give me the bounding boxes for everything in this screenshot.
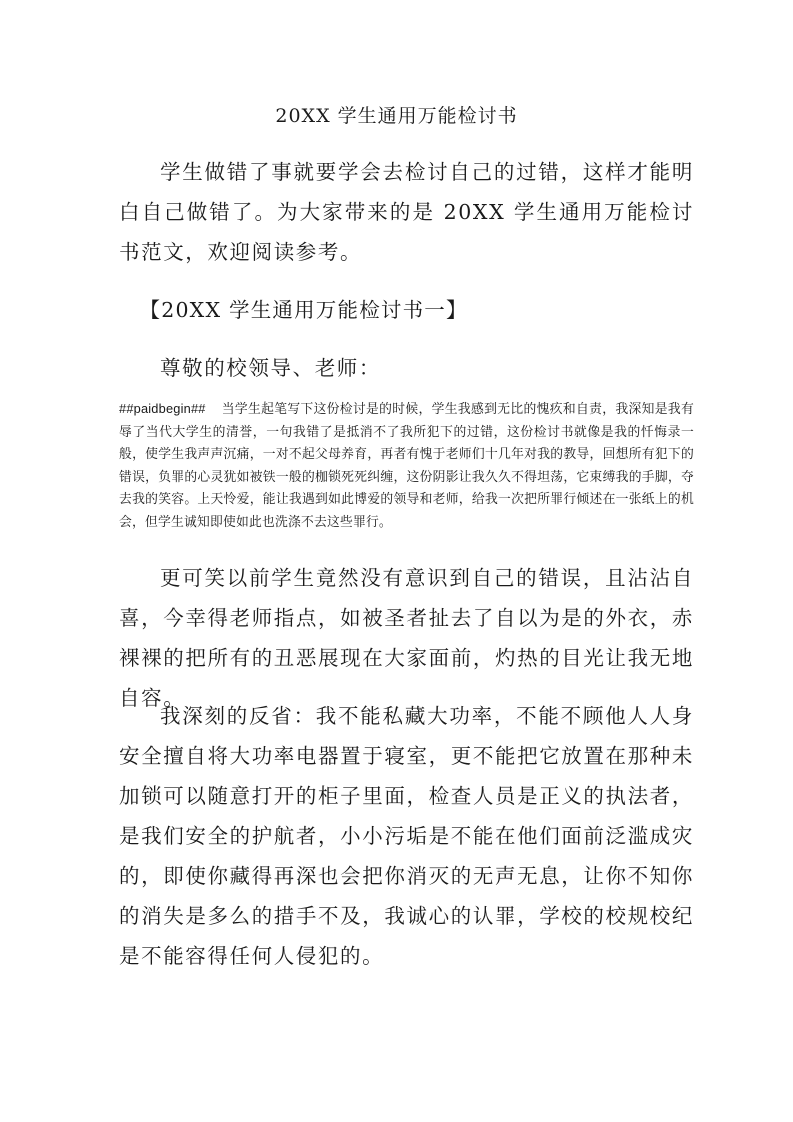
document-title: 20XX 学生通用万能检讨书 xyxy=(275,105,518,127)
paid-marker: ##paidbegin## xyxy=(119,401,206,416)
section-heading: 【20XX 学生通用万能检讨书一】 xyxy=(139,298,468,322)
regret-paragraph: 更可笑以前学生竟然没有意识到自己的错误，且沾沾自喜，今幸得老师指点，如被圣者扯去了自以为是的外衣，赤裸裸的把所有的丑恶展现在大家面前，灼热的目光让我无地自容。 xyxy=(119,566,694,710)
salutation: 尊敬的校领导、老师： xyxy=(160,356,381,380)
letter-opening-paragraph xyxy=(119,398,694,535)
reflection-paragraph: 我深刻的反省：我不能私藏大功率，不能不顾他人人身安全擅自将大功率电器置于寝室，更不能把它放置在那种未加锁可以随意打开的柜子里面，检查人员是正义的执法者，是我们安全的护航者，小小污垢是不能在他们面前泛滥成灾的，即使你藏得再深也会把你消灭的无声无息，让你不知你的消失是多么的措手不及，我诚心的认罪，学校的校规校纪是不能容得任何人侵犯的。 xyxy=(119,704,694,968)
intro-paragraph: 学生做错了事就要学会去检讨自己的过错，这样才能明白自己做错了。为大家带来的是 20XX 学生通用万能检讨书范文，欢迎阅读参考。 xyxy=(119,160,694,264)
letter-opening-text: 当学生起笔写下这份检讨是的时候，学生我感到无比的愧疚和自责，我深知是我有辱了当代大学生的清誉，一句我错了是抵消不了我所犯下的过错，这份检讨书就像是我的忏悔录一般，使学生我声声沉痛，一对不起父母养育，再者有愧于老师们十几年对我的教导，回想所有犯下的错误，负罪的心灵犹如被铁一般的枷锁死死纠缠，这份阴影让我久久不得坦荡，它束缚我的手脚，夺去我的笑容。上天怜爱，能让我遇到如此博爱的领导和老师，给我一次把所罪行倾述在一张纸上的机会，但学生诚知即使如此也洗涤不去这些罪行。 xyxy=(119,402,694,530)
